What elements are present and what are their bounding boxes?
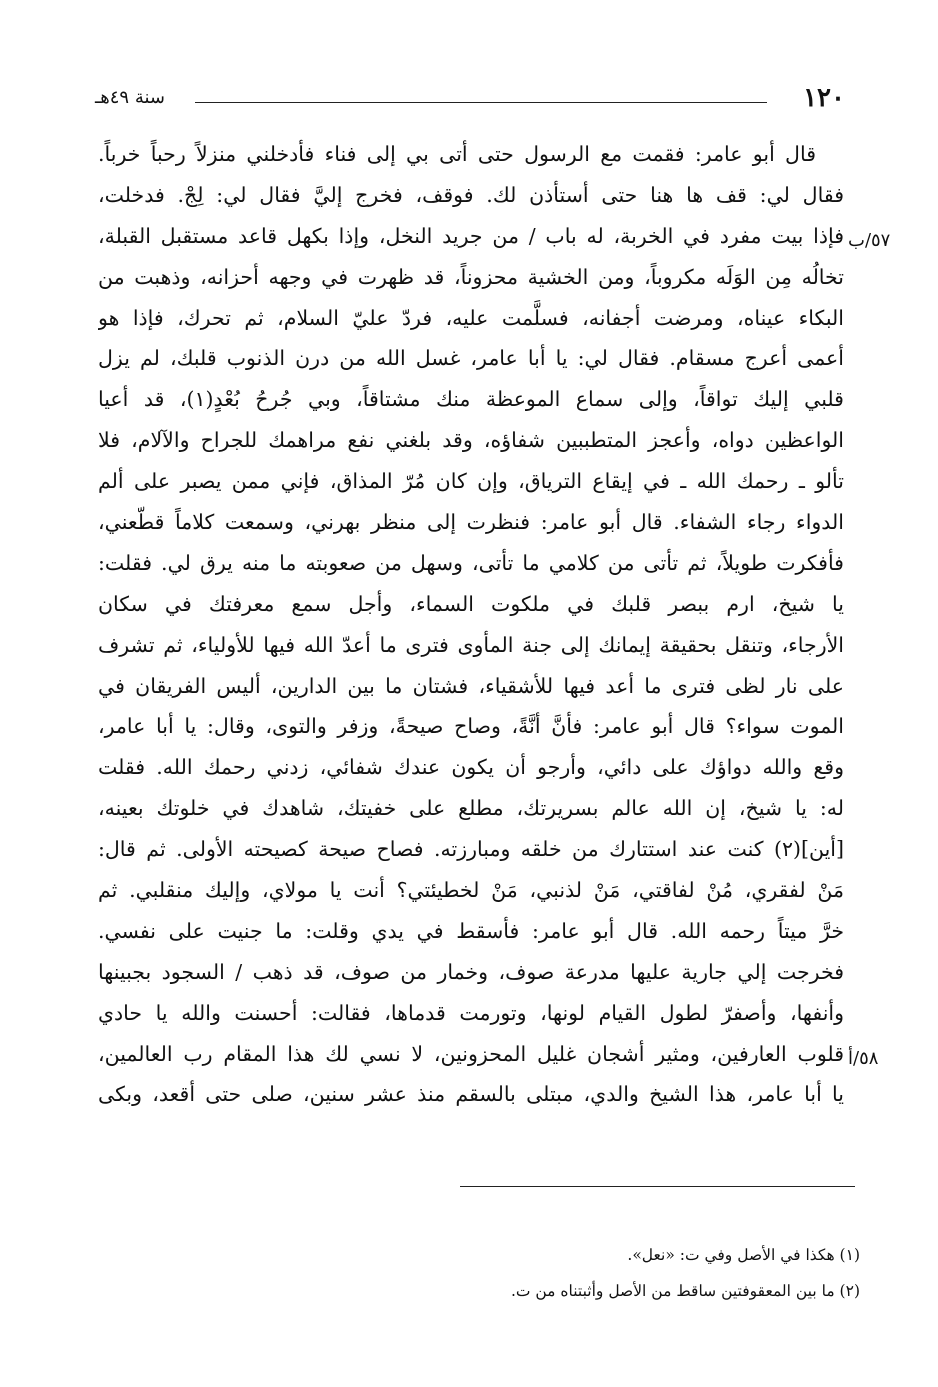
text-line: أعمى أعرج مسقام. فقال لي: يا أبا عامر، غسل الله من درن الذنوب قلبك، لم يزل [98, 346, 844, 371]
text-line: يا شيخ، ارم ببصر قلبك في ملكوت السماء، وأجل سمع معرفتك في سكان [98, 591, 844, 616]
text-line: فقال لي: قف ها هنا حتى أستأذن لك. فوقف، فخرج إليَّ فقال لي: لِجْ. فدخلت، [98, 182, 844, 207]
text-line: الواعظين دواه، وأعجز المتطببين شفاؤه، وقد بلغني نفع مراهمك للجراح والآلام، فلا [98, 428, 844, 453]
text-line: تألو ـ رحمك الله ـ في إيقاع الترياق، وإن كان مُرّ المذاق، فإني ممن يصبر على ألم [98, 469, 844, 494]
text-line: فخرجت إلي جارية عليها مدرعة صوف، وخمار من صوف، قد ذهب / السجود بجبينها [98, 959, 844, 984]
page-number: ١٢٠ [803, 83, 845, 113]
running-head: سنة ٤٩هـ [95, 87, 165, 108]
text-line: قلبي إليك تواقاً، وإلى سماع الموعظة منك مشتاقاً، وبي جُرحُ بُعْدٍ(١)، قد أعيا [98, 387, 844, 412]
text-line: مَنْ لفقري، مُنْ لفاقتي، مَنْ لذنبي، مَنْ لخطيئتي؟ أنت يا مولاي، وإليك منقلبي. ثم [98, 878, 844, 903]
text-line: وقع والله دواؤك على دائي، وأرجو أن يكون عندك شفائي، زدني رحمك الله. فقلت [98, 755, 844, 780]
text-line: الموت سواء؟ قال أبو عامر: فأنَّ أنَّةً، وصاح صيحةً، وزفر والتوى، وقال: يا أبا عامر، [98, 714, 844, 739]
footnote-rule [460, 1186, 855, 1187]
footnote: (٢) ما بين المعقوفتين ساقط من الأصل وأثبتناه من ت. [510, 1282, 860, 1300]
page-header [95, 78, 845, 118]
text-line: البكاء عيناه، ومرضت أجفانه، فسلَّمت عليه، فردّ عليّ السلام، ثم تحرك، فإذا هو [98, 305, 844, 330]
footnote: (١) هكذا في الأصل وفي ت: «نعل». [627, 1246, 860, 1264]
text-line: الأرجاء، وتنقل بحقيقة إيمانك إلى جنة المأوى فترى ما أعدّ الله فيها للأولياء، ثم تشرف [98, 632, 844, 657]
text-line: خرَّ ميتاً رحمه الله. قال أبو عامر: فأسقط في يدي وقلت: ما جنيت على نفسي. [98, 918, 844, 943]
text-line: وأنفها، وأصفرّ لطول القيام لونها، وتورمت قدماها، فقالت: أحسنت والله يا حادي [98, 1000, 844, 1025]
text-line: [أين](٢) كنت عند استتارك من خلقه ومبارزته. فصاح صيحة كصيحته الأولى. ثم قال: [98, 837, 844, 862]
text-line: الدواء رجاء الشفاء. قال أبو عامر: فنظرت إلى منظر بهرني، وسمعت كلاماً قطّعني، [98, 510, 844, 535]
margin-folio-note: ٥٧/ب [848, 230, 891, 251]
text-line: يا أبا عامر، هذا الشيخ والدي، مبتلى بالسقم منذ عشر سنين، صلى حتى أقعد، وبكى [98, 1082, 844, 1107]
text-line: على نار لظى فترى ما أعد فيها للأشقياء، فشتان ما بين الدارين، أليس الفريقان في [98, 673, 844, 698]
footnotes [400, 1237, 860, 1309]
main-text [98, 134, 844, 1115]
text-line: تخالُه مِن الوَلَه مكروباً، ومن الخشية محزوناً، قد ظهرت في وجهه أحزانه، وذهبت من [98, 264, 844, 289]
text-line: قلوب العارفين، ومثير أشجان غليل المحزونين، لا نسي لك هذا المقام رب العالمين، [98, 1041, 844, 1066]
text-line: فإذا بيت مفرد في الخربة، له باب / من جريد النخل، وإذا بكهل قاعد مستقبل القبلة، [98, 223, 844, 248]
text-line: فأفكرت طويلاً، ثم تأتى من كلامي ما تأتى، وسهل من صعوبته ما منه يرق لي. فقلت: [98, 550, 844, 575]
text-line: له: يا شيخ، إن الله عالم بسريرتك، مطلع على خفيتك، شاهدك في خلوتك بعينه، [98, 796, 844, 821]
header-rule [195, 102, 767, 103]
text-line: قال أبو عامر: فقمت مع الرسول حتى أتى بي إلى فناء فأدخلني منزلاً رحباً خرباً. [98, 142, 816, 166]
margin-folio-note: ٥٨/أ [848, 1048, 879, 1069]
